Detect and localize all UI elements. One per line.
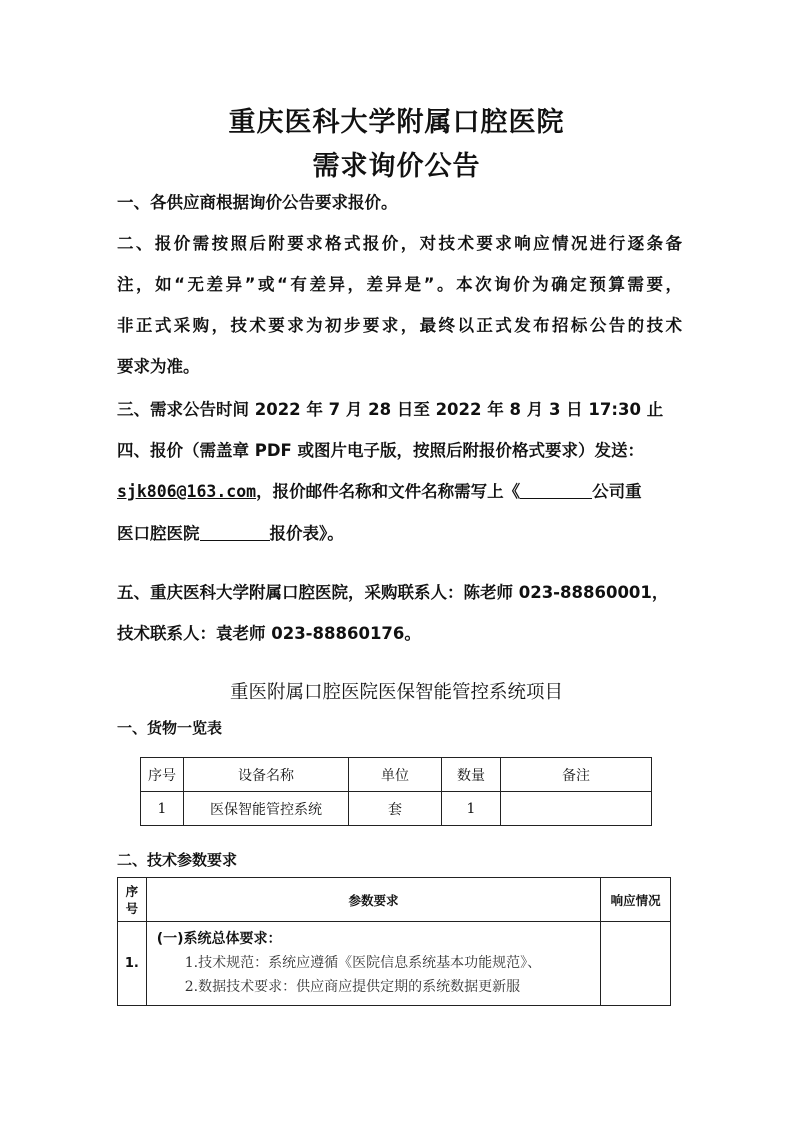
goods-header-unit: 单位: [349, 758, 442, 792]
tech-table-header-row: [118, 878, 671, 922]
tech-header-index-line2: 号: [125, 900, 139, 916]
goods-cell-index: 1: [141, 792, 184, 826]
paragraph-1: 一、各供应商根据询价公告要求报价。: [117, 193, 398, 212]
paragraph-5-line-1: 五、重庆医科大学附属口腔医院，采购联系人：陈老师 023-88860001，: [117, 583, 669, 602]
document-title-line1: 重庆医科大学附属口腔医院: [228, 107, 565, 138]
paragraph-4-line-3: [117, 524, 682, 544]
tech-item-2: 2.数据技术要求：供应商应提供定期的系统数据更新服: [184, 979, 521, 995]
project-title: 重医附属口腔医院医保智能管控系统项目: [229, 682, 563, 703]
paragraph-2-line-2: 注，如“无差异”或“有差异，差异是”。本次询价为确定预算需要，: [117, 275, 682, 294]
tech-header-param: 参数要求: [146, 878, 601, 922]
paragraph-4-line-3-end: 报价表》。: [269, 524, 344, 543]
paragraph-5-line-2: 技术联系人：袁老师 023-88860176。: [117, 624, 421, 643]
paragraph-4-line-2-text: ，报价邮件名称和文件名称需写上《: [256, 482, 521, 501]
email-link[interactable]: sjk806@163.com: [117, 482, 257, 501]
section-2-title: 二、技术参数要求: [117, 851, 238, 869]
goods-cell-unit: 套: [349, 792, 442, 826]
tech-params-table: [117, 877, 671, 1006]
tech-cell-param: [146, 922, 601, 1006]
tech-item-1: 1.技术规范：系统应遵循《医院信息系统基本功能规范》、: [184, 955, 542, 971]
table-row: [118, 922, 671, 1006]
tech-cell-index: 1.: [118, 922, 147, 1006]
paragraph-3: 三、需求公告时间 2022 年 7 月 28 日至 2022 年 8 月 3 日 17:30 止: [117, 400, 664, 419]
goods-header-name: 设备名称: [184, 758, 349, 792]
tech-header-response: 响应情况: [601, 878, 671, 922]
goods-header-remarks: 备注: [501, 758, 652, 792]
document-title-line2: 需求询价公告: [312, 151, 481, 182]
tech-cell-response: [601, 922, 671, 1006]
goods-cell-remarks: [501, 792, 652, 826]
goods-cell-name: 医保智能管控系统: [184, 792, 349, 826]
goods-cell-quantity: 1: [442, 792, 501, 826]
tech-category-title: (一)系统总体要求：: [156, 931, 282, 947]
paragraph-4-line-1: 四、报价（需盖章 PDF 或图片电子版，按照后附报价格式要求）发送：: [117, 441, 645, 460]
section-1-title: 一、货物一览表: [117, 719, 223, 737]
goods-table-header-row: [141, 758, 652, 792]
paragraph-2-line-4: 要求为准。: [117, 357, 200, 376]
paragraph-2-line-3: 非正式采购，技术要求为初步要求，最终以正式发布招标公告的技术: [117, 316, 682, 335]
goods-table: [140, 757, 652, 826]
paragraph-2-line-1: 二、报价需按照后附要求格式报价，对技术要求响应情况进行逐条备: [117, 234, 682, 253]
goods-header-index: 序号: [141, 758, 184, 792]
tech-header-index: [118, 878, 147, 922]
blank-company-name: [520, 482, 592, 499]
blank-project-name: [200, 524, 270, 541]
table-row: [141, 792, 652, 826]
tech-header-index-line1: 序: [125, 883, 139, 899]
paragraph-4-line-2: [117, 482, 682, 502]
paragraph-4-line-2-end: 公司重: [592, 482, 642, 501]
goods-header-quantity: 数量: [442, 758, 501, 792]
paragraph-4-line-3-start: 医口腔医院: [117, 524, 200, 543]
